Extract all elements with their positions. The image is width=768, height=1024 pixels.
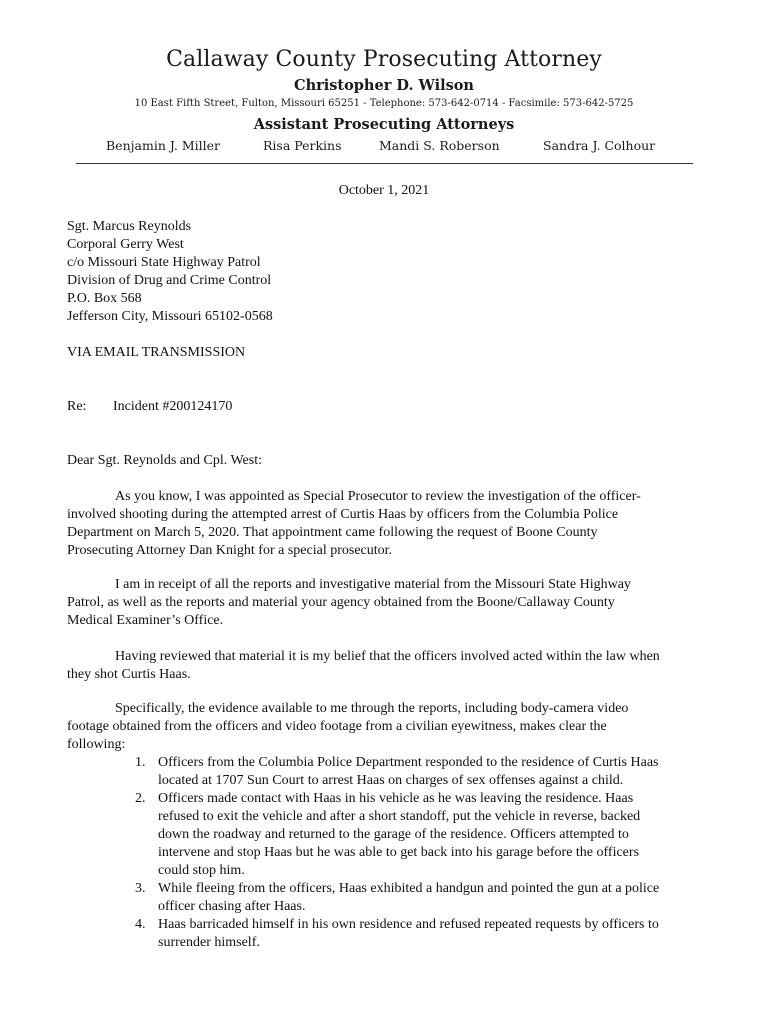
prosecutor-name: Christopher D. Wilson [294, 77, 474, 94]
assistant-name: Risa Perkins [263, 138, 342, 153]
list-item-line: While fleeing from the officers, Haas exhibited a handgun and pointed the gun at a police [158, 881, 660, 896]
recipient-line: Jefferson City, Missouri 65102-0568 [67, 309, 273, 324]
list-number: 4. [135, 917, 146, 932]
recipient-line: Sgt. Marcus Reynolds [67, 219, 192, 234]
delivery-method: VIA EMAIL TRANSMISSION [67, 345, 246, 360]
letterhead-divider [76, 163, 693, 164]
list-number: 3. [135, 881, 146, 896]
assistant-name: Sandra J. Colhour [543, 138, 656, 153]
list-number: 2. [135, 791, 146, 806]
list-item-line: located at 1707 Sun Court to arrest Haas on charges of sex offenses against a child. [158, 773, 624, 788]
recipient-line: Division of Drug and Crime Control [67, 273, 272, 288]
paragraph-line: they shot Curtis Haas. [67, 667, 191, 682]
paragraph-line: Prosecuting Attorney Dan Knight for a special prosecutor. [67, 543, 393, 558]
list-item-line: Officers made contact with Haas in his vehicle as he was leaving the residence. Haas [158, 791, 634, 806]
letter-date: October 1, 2021 [338, 183, 430, 198]
paragraph-line: Department on March 5, 2020. That appointment came following the request of Boone County [67, 525, 598, 540]
paragraph-line: involved shooting during the attempted arrest of Curtis Haas by officers from the Columbia Police [67, 507, 619, 522]
assistants-heading: Assistant Prosecuting Attorneys [253, 116, 515, 133]
list-item-line: surrender himself. [158, 935, 260, 950]
recipient-line: c/o Missouri State Highway Patrol [67, 255, 261, 270]
salutation: Dear Sgt. Reynolds and Cpl. West: [67, 453, 262, 468]
re-subject: Incident #200124170 [113, 399, 233, 414]
paragraph-line: Medical Examiner’s Office. [67, 613, 224, 628]
recipient-line: P.O. Box 568 [67, 291, 142, 306]
paragraph-line: following: [67, 737, 126, 752]
list-item-line: could stop him. [158, 863, 245, 878]
list-item-line: down the roadway and returned to the garage of the residence. Officers attempted to [158, 827, 629, 842]
paragraph-line: Specifically, the evidence available to me through the reports, including body-camera video [115, 701, 629, 716]
recipient-line: Corporal Gerry West [67, 237, 184, 252]
office-address: 10 East Fifth Street, Fulton, Missouri 65251 - Telephone: 573-642-0714 - Facsimile: 573-642-5725 [134, 98, 634, 109]
assistant-name: Mandi S. Roberson [379, 138, 500, 153]
list-item-line: refused to exit the vehicle and after a short standoff, put the vehicle in reverse, backed [158, 809, 641, 824]
office-title: Callaway County Prosecuting Attorney [166, 47, 602, 72]
list-item-line: officer chasing after Haas. [158, 899, 306, 914]
list-item-line: Haas barricaded himself in his own residence and refused repeated requests by officers to [158, 917, 659, 932]
paragraph-line: footage obtained from the officers and video footage from a civilian eyewitness, makes clear the [67, 719, 607, 734]
assistant-name: Benjamin J. Miller [106, 138, 220, 153]
paragraph-line: Patrol, as well as the reports and material your agency obtained from the Boone/Callaway County [67, 595, 615, 610]
list-item-line: Officers from the Columbia Police Department responded to the residence of Curtis Haas [158, 755, 659, 770]
list-number: 1. [135, 755, 146, 770]
paragraph-line: As you know, I was appointed as Special Prosecutor to review the investigation of the officer- [115, 489, 641, 504]
list-item-line: intervene and stop Haas but he was able to get back into his garage before the officers [158, 845, 640, 860]
paragraph-line: Having reviewed that material it is my belief that the officers involved acted within the law when [115, 649, 660, 664]
re-label: Re: [67, 399, 87, 414]
paragraph-line: I am in receipt of all the reports and investigative material from the Missouri State Highway [115, 577, 631, 592]
